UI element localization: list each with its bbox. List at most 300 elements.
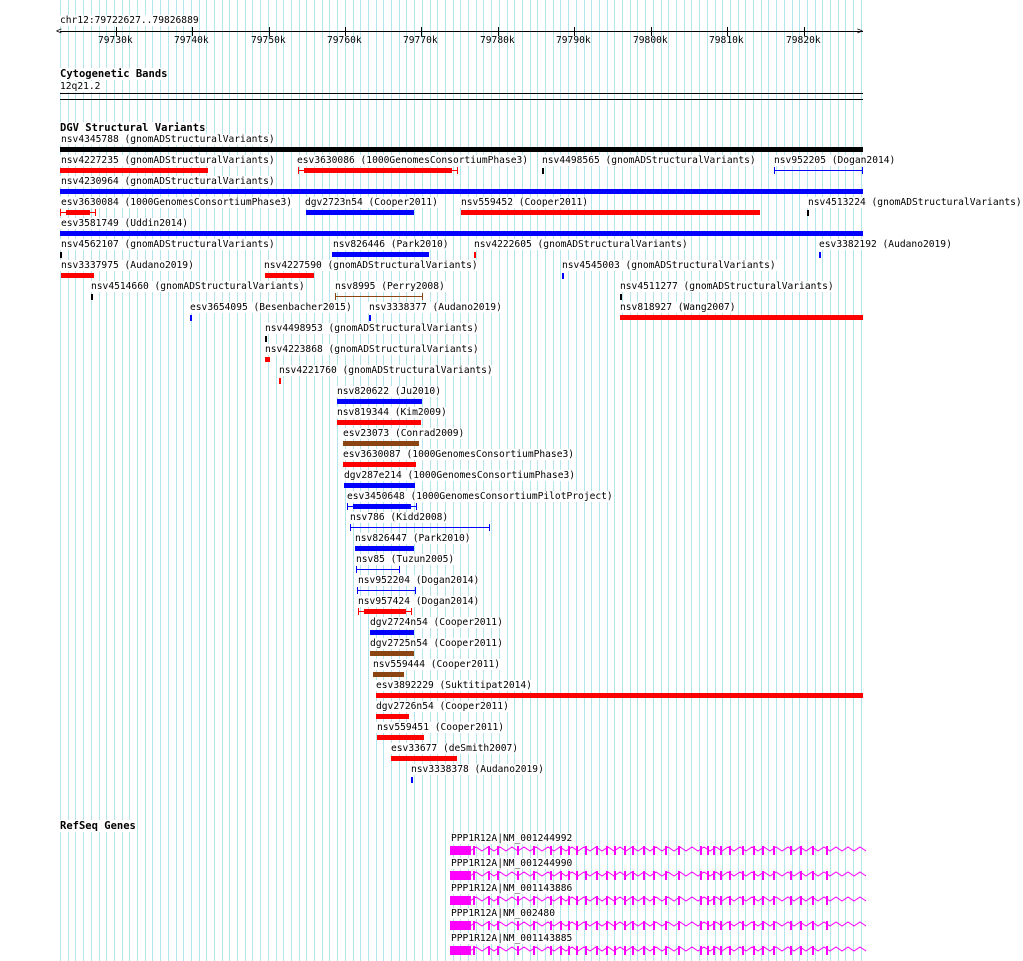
exon-block	[450, 896, 471, 905]
grid-line	[329, 0, 330, 961]
exon-block	[473, 896, 475, 905]
dgv-feature-glyph[interactable]	[337, 399, 422, 404]
exon-block	[707, 846, 709, 855]
exon-block	[550, 921, 552, 930]
dgv-feature-cap	[415, 587, 416, 594]
dgv-feature-cap	[358, 608, 359, 615]
exon-block	[826, 946, 828, 955]
ruler-tick-label: 79810k	[709, 35, 744, 46]
exon-block	[533, 896, 535, 905]
exon-block	[606, 946, 608, 955]
exon-block	[665, 871, 667, 880]
exon-block	[533, 921, 535, 930]
ruler-tick-label: 79800k	[633, 35, 668, 46]
dgv-feature-line	[350, 527, 490, 528]
exon-block	[606, 896, 608, 905]
dgv-feature-glyph[interactable]	[265, 273, 314, 278]
exon-block	[713, 946, 715, 955]
dgv-feature-glyph[interactable]	[562, 273, 564, 279]
dgv-feature-glyph[interactable]	[819, 252, 821, 258]
dgv-feature-cap	[416, 503, 417, 510]
dgv-feature-label[interactable]: esv3382192 (Audano2019)	[819, 239, 952, 250]
intron-line	[470, 922, 866, 926]
dgv-feature-label[interactable]: nsv952204 (Dogan2014)	[358, 575, 480, 586]
refseq-transcript-glyph[interactable]	[448, 844, 863, 858]
dgv-feature-label[interactable]: esv3630086 (1000GenomesConsortiumPhase3)	[297, 155, 529, 166]
dgv-feature-glyph[interactable]	[356, 567, 400, 572]
exon-block	[678, 896, 680, 905]
dgv-feature-glyph[interactable]	[337, 420, 421, 425]
exon-block	[468, 921, 470, 930]
dgv-feature-label[interactable]: dgv2724n54 (Cooper2011)	[370, 617, 503, 628]
dgv-feature-glyph[interactable]	[370, 630, 414, 635]
exon-block	[729, 846, 731, 855]
exon-block	[450, 871, 471, 880]
dgv-feature-line	[335, 296, 423, 297]
exon-block	[473, 946, 475, 955]
dgv-feature-block	[353, 504, 411, 509]
dgv-feature-cap	[298, 167, 299, 174]
intron-line	[470, 947, 866, 951]
exon-block	[753, 896, 755, 905]
exon-block	[707, 921, 709, 930]
dgv-feature-glyph[interactable]	[370, 651, 414, 656]
grid-line	[684, 0, 685, 961]
dgv-feature-glyph[interactable]	[60, 189, 863, 194]
exon-block	[517, 896, 519, 905]
dgv-feature-label[interactable]: esv3630087 (1000GenomesConsortiumPhase3)	[343, 449, 575, 460]
dgv-feature-cap	[95, 209, 96, 216]
dgv-feature-cap	[335, 293, 336, 300]
exon-block	[713, 896, 715, 905]
exon-block	[576, 846, 578, 855]
ruler-tick-label: 79780k	[480, 35, 515, 46]
dgv-feature-label[interactable]: esv23073 (Conrad2009)	[343, 428, 465, 439]
exon-block	[488, 871, 490, 880]
exon-block	[614, 921, 616, 930]
exon-block	[550, 871, 552, 880]
grid-line	[838, 0, 839, 961]
dgv-feature-label[interactable]: nsv818927 (Wang2007)	[620, 302, 736, 313]
dgv-feature-glyph[interactable]	[411, 777, 413, 783]
dgv-feature-glyph[interactable]	[265, 336, 267, 342]
grid-line	[668, 0, 669, 961]
dgv-feature-glyph[interactable]	[60, 168, 208, 173]
dgv-feature-glyph[interactable]	[376, 693, 863, 698]
exon-block	[624, 921, 626, 930]
ruler-tick-label: 79820k	[786, 35, 821, 46]
refseq-transcript-label[interactable]: PPP1R12A|NM_001143885	[451, 933, 573, 944]
dgv-feature-label[interactable]: nsv4498953 (gnomADStructuralVariants)	[265, 323, 479, 334]
exon-block	[488, 946, 490, 955]
dgv-feature-label[interactable]: nsv786 (Kidd2008)	[350, 512, 449, 523]
grid-line	[822, 0, 823, 961]
exon-block	[568, 946, 570, 955]
refseq-transcript-label[interactable]: PPP1R12A|NM_001244992	[451, 833, 573, 844]
exon-block	[729, 946, 731, 955]
dgv-feature-label[interactable]: nsv4513224 (gnomADStructuralVariants)	[808, 197, 1022, 208]
exon-block	[790, 946, 792, 955]
dgv-feature-label[interactable]: nsv3337975 (Audano2019)	[61, 260, 194, 271]
exon-block	[550, 846, 552, 855]
exon-block	[450, 921, 471, 930]
exon-block	[729, 921, 731, 930]
grid-line	[715, 0, 716, 961]
grid-line	[322, 0, 323, 961]
exon-block	[576, 896, 578, 905]
dgv-feature-glyph[interactable]	[620, 294, 622, 300]
exon-block	[790, 921, 792, 930]
dgv-feature-glyph[interactable]	[620, 315, 863, 320]
exon-block	[729, 896, 731, 905]
grid-line	[761, 0, 762, 961]
grid-line	[622, 0, 623, 961]
exon-block	[700, 896, 702, 905]
grid-line	[861, 0, 862, 961]
ruler-tick-label: 79790k	[556, 35, 591, 46]
exon-block	[773, 846, 775, 855]
dgv-feature-label[interactable]: esv3892229 (Suktitipat2014)	[376, 680, 532, 691]
exon-block	[653, 896, 655, 905]
exon-block	[585, 896, 587, 905]
ruler-axis	[60, 31, 863, 32]
dgv-feature-label[interactable]: nsv559452 (Cooper2011)	[461, 197, 589, 208]
exon-block	[753, 946, 755, 955]
grid-line	[815, 0, 816, 961]
dgv-feature-label[interactable]: nsv826446 (Park2010)	[333, 239, 449, 250]
exon-block	[812, 871, 814, 880]
dgv-feature-cap	[489, 524, 490, 531]
exon-block	[665, 921, 667, 930]
dgv-feature-glyph[interactable]	[60, 210, 96, 215]
refseq-transcript-glyph[interactable]	[448, 894, 863, 908]
dgv-feature-label[interactable]: esv33677 (deSmith2007)	[391, 743, 519, 754]
dgv-feature-label[interactable]: esv3630084 (1000GenomesConsortiumPhase3)	[61, 197, 293, 208]
dgv-feature-glyph[interactable]	[355, 546, 414, 551]
exon-block	[517, 946, 519, 955]
exon-block	[720, 896, 722, 905]
exon-block	[678, 946, 680, 955]
dgv-feature-label[interactable]: nsv3338378 (Audano2019)	[411, 764, 544, 775]
exon-block	[812, 921, 814, 930]
dgv-feature-glyph[interactable]	[61, 273, 94, 278]
exon-block	[468, 946, 470, 955]
exon-block	[585, 921, 587, 930]
exon-block	[742, 846, 744, 855]
cytoband-line-bottom	[60, 99, 863, 100]
dgv-feature-label[interactable]: nsv559444 (Cooper2011)	[373, 659, 501, 670]
dgv-feature-glyph[interactable]	[461, 210, 760, 215]
exon-block	[632, 846, 634, 855]
exon-block	[643, 896, 645, 905]
exon-block	[550, 946, 552, 955]
dgv-feature-glyph[interactable]	[369, 315, 371, 321]
refseq-transcript-glyph[interactable]	[448, 919, 863, 933]
dgv-feature-label[interactable]: nsv4230964 (gnomADStructuralVariants)	[61, 176, 275, 187]
dgv-feature-label[interactable]: dgv287e214 (1000GenomesConsortiumPhase3)	[344, 470, 576, 481]
exon-block	[517, 846, 519, 855]
exon-block	[742, 896, 744, 905]
dgv-feature-cap	[862, 167, 863, 174]
exon-block	[468, 896, 470, 905]
exon-block	[800, 871, 802, 880]
grid-line	[799, 0, 800, 961]
dgv-feature-label[interactable]: nsv8995 (Perry2008)	[335, 281, 445, 292]
refseq-transcript-label[interactable]: PPP1R12A|NM_001143886	[451, 883, 573, 894]
dgv-feature-glyph[interactable]	[332, 252, 429, 257]
dgv-feature-glyph[interactable]	[774, 168, 863, 173]
dgv-feature-glyph[interactable]	[343, 462, 416, 467]
exon-block	[678, 921, 680, 930]
dgv-feature-glyph[interactable]	[60, 252, 62, 258]
exon-block	[606, 846, 608, 855]
refseq-transcript-label[interactable]: PPP1R12A|NM_002480	[451, 908, 555, 919]
dgv-feature-block	[364, 609, 406, 614]
exon-block	[488, 846, 490, 855]
dgv-feature-glyph[interactable]	[373, 672, 404, 677]
exon-block	[729, 871, 731, 880]
exon-block	[773, 896, 775, 905]
exon-block	[568, 871, 570, 880]
exon-block	[632, 896, 634, 905]
exon-block	[497, 921, 499, 930]
dgv-feature-label[interactable]: nsv4545003 (gnomADStructuralVariants)	[562, 260, 776, 271]
exon-block	[707, 871, 709, 880]
exon-block	[826, 871, 828, 880]
grid-line	[722, 0, 723, 961]
dgv-feature-label[interactable]: nsv3338377 (Audano2019)	[369, 302, 502, 313]
dgv-feature-label[interactable]: nsv957424 (Dogan2014)	[358, 596, 480, 607]
grid-line	[738, 0, 739, 961]
exon-block	[576, 921, 578, 930]
exon-block	[585, 871, 587, 880]
dgv-feature-label[interactable]: nsv4511277 (gnomADStructuralVariants)	[620, 281, 834, 292]
dgv-feature-label[interactable]: nsv4514660 (gnomADStructuralVariants)	[91, 281, 305, 292]
exon-block	[800, 846, 802, 855]
dgv-feature-glyph[interactable]	[279, 378, 281, 384]
exon-block	[665, 896, 667, 905]
cytoband-line-top	[60, 93, 863, 94]
dgv-feature-label[interactable]: nsv4498565 (gnomADStructuralVariants)	[542, 155, 756, 166]
dgv-feature-glyph[interactable]	[344, 483, 415, 488]
dgv-feature-label[interactable]: nsv4562107 (gnomADStructuralVariants)	[61, 239, 275, 250]
exon-block	[812, 896, 814, 905]
dgv-feature-cap	[347, 503, 348, 510]
exon-block	[753, 921, 755, 930]
exon-block	[497, 896, 499, 905]
dgv-feature-glyph[interactable]	[343, 441, 419, 446]
exon-block	[624, 846, 626, 855]
exon-block	[614, 896, 616, 905]
dgv-feature-label[interactable]: nsv4222605 (gnomADStructuralVariants)	[474, 239, 688, 250]
dgv-feature-glyph[interactable]	[377, 735, 424, 740]
grid-line	[676, 0, 677, 961]
exon-block	[665, 846, 667, 855]
exon-block	[450, 946, 471, 955]
dgv-feature-label[interactable]: nsv820622 (Ju2010)	[337, 386, 441, 397]
dgv-feature-label[interactable]: nsv4223868 (gnomADStructuralVariants)	[265, 344, 479, 355]
dgv-feature-glyph[interactable]	[306, 210, 414, 215]
exon-block	[678, 846, 680, 855]
dgv-feature-label[interactable]: nsv4227235 (gnomADStructuralVariants)	[61, 155, 275, 166]
dgv-feature-cap	[399, 566, 400, 573]
dgv-feature-label[interactable]: nsv559451 (Cooper2011)	[377, 722, 505, 733]
exon-block	[812, 846, 814, 855]
exon-block	[773, 946, 775, 955]
grid-line	[576, 0, 577, 961]
dgv-feature-glyph[interactable]	[347, 504, 417, 509]
refseq-transcript-glyph[interactable]	[448, 944, 863, 958]
refseq-transcript-label[interactable]: PPP1R12A|NM_001244990	[451, 858, 573, 869]
grid-line	[291, 0, 292, 961]
dgv-feature-label[interactable]: nsv826447 (Park2010)	[355, 533, 471, 544]
exon-block	[643, 921, 645, 930]
exon-block	[468, 871, 470, 880]
exon-block	[596, 896, 598, 905]
dgv-feature-glyph[interactable]	[91, 294, 93, 300]
ruler-tick-label: 79730k	[98, 35, 133, 46]
ruler-tick-label: 79740k	[174, 35, 209, 46]
dgv-feature-cap	[350, 524, 351, 531]
exon-block	[624, 946, 626, 955]
dgv-title: DGV Structural Variants	[60, 122, 206, 134]
exon-block	[790, 846, 792, 855]
dgv-feature-glyph[interactable]	[357, 588, 416, 593]
dgv-feature-glyph[interactable]	[190, 315, 192, 321]
dgv-feature-label[interactable]: dgv2726n54 (Cooper2011)	[376, 701, 509, 712]
exon-block	[653, 921, 655, 930]
exon-block	[653, 846, 655, 855]
dgv-feature-cap	[457, 167, 458, 174]
exon-block	[713, 846, 715, 855]
ruler-tick-label: 79750k	[251, 35, 286, 46]
grid-line	[630, 0, 631, 961]
exon-block	[488, 921, 490, 930]
dgv-feature-line	[356, 569, 400, 570]
exon-block	[560, 896, 562, 905]
dgv-feature-label[interactable]: nsv819344 (Kim2009)	[337, 407, 447, 418]
exon-block	[742, 946, 744, 955]
grid-line	[853, 0, 854, 961]
dgv-feature-glyph[interactable]	[391, 756, 457, 761]
dgv-feature-label[interactable]: esv3654095 (Besenbacher2015)	[190, 302, 352, 313]
region-label: chr12:79722627..79826889	[60, 15, 199, 26]
dgv-feature-glyph[interactable]	[376, 714, 409, 719]
exon-block	[742, 871, 744, 880]
grid-line	[699, 0, 700, 961]
exon-block	[773, 871, 775, 880]
dgv-feature-block	[66, 210, 90, 215]
grid-line	[753, 0, 754, 961]
exon-block	[560, 921, 562, 930]
dgv-feature-label[interactable]: esv3450648 (1000GenomesConsortiumPilotProject)	[347, 491, 613, 502]
dgv-feature-label[interactable]: dgv2723n54 (Cooper2011)	[305, 197, 438, 208]
exon-block	[762, 846, 764, 855]
exon-block	[713, 871, 715, 880]
dgv-feature-label[interactable]: esv3581749 (Uddin2014)	[61, 218, 189, 229]
exon-block	[762, 871, 764, 880]
exon-block	[550, 896, 552, 905]
grid-line	[845, 0, 846, 961]
exon-block	[596, 846, 598, 855]
dgv-feature-glyph[interactable]	[335, 294, 423, 299]
exon-block	[720, 871, 722, 880]
exon-block	[762, 921, 764, 930]
exon-block	[742, 921, 744, 930]
intron-line	[470, 872, 866, 876]
ruler-tick-label: 79760k	[327, 35, 362, 46]
exon-block	[800, 921, 802, 930]
exon-block	[632, 921, 634, 930]
dgv-feature-label[interactable]: nsv4221760 (gnomADStructuralVariants)	[279, 365, 493, 376]
exon-block	[488, 896, 490, 905]
dgv-feature-glyph[interactable]	[60, 147, 863, 152]
dgv-feature-cap	[774, 167, 775, 174]
grid-line	[784, 0, 785, 961]
exon-block	[624, 896, 626, 905]
exon-block	[643, 871, 645, 880]
dgv-feature-glyph[interactable]	[807, 210, 809, 216]
exon-block	[497, 946, 499, 955]
grid-line	[276, 0, 277, 961]
exon-block	[596, 946, 598, 955]
dgv-feature-glyph[interactable]	[265, 357, 270, 362]
dgv-feature-label[interactable]: dgv2725n54 (Cooper2011)	[370, 638, 503, 649]
exon-block	[720, 846, 722, 855]
dgv-feature-label[interactable]: nsv4345788 (gnomADStructuralVariants)	[61, 134, 275, 145]
grid-line	[730, 0, 731, 961]
dgv-feature-glyph[interactable]	[542, 168, 544, 174]
exon-block	[790, 896, 792, 905]
cytoband-label: 12q21.2	[60, 81, 101, 92]
exon-block	[700, 946, 702, 955]
grid-line	[314, 0, 315, 961]
exon-block	[585, 946, 587, 955]
exon-block	[533, 871, 535, 880]
exon-block	[568, 896, 570, 905]
exon-block	[700, 871, 702, 880]
dgv-feature-cap	[60, 209, 61, 216]
exon-block	[707, 946, 709, 955]
grid-line	[792, 0, 793, 961]
exon-block	[762, 946, 764, 955]
exon-block	[800, 896, 802, 905]
refseq-transcript-glyph[interactable]	[448, 869, 863, 883]
exon-block	[533, 846, 535, 855]
dgv-feature-label[interactable]: nsv4227590 (gnomADStructuralVariants)	[264, 260, 478, 271]
dgv-feature-glyph[interactable]	[358, 609, 412, 614]
exon-block	[596, 921, 598, 930]
exon-block	[568, 921, 570, 930]
dgv-feature-glyph[interactable]	[350, 525, 490, 530]
ruler-tick-label: 79770k	[403, 35, 438, 46]
ruler-arrow-left: <	[56, 26, 62, 37]
dgv-feature-label[interactable]: nsv85 (Tuzun2005)	[356, 554, 455, 565]
grid-line	[584, 0, 585, 961]
refseq-title: RefSeq Genes	[60, 820, 136, 832]
dgv-feature-glyph[interactable]	[60, 231, 863, 236]
exon-block	[713, 921, 715, 930]
dgv-feature-cap	[411, 608, 412, 615]
dgv-feature-label[interactable]: nsv952205 (Dogan2014)	[774, 155, 896, 166]
exon-block	[568, 846, 570, 855]
dgv-feature-glyph[interactable]	[298, 168, 458, 173]
exon-block	[497, 846, 499, 855]
exon-block	[614, 846, 616, 855]
dgv-feature-cap	[357, 587, 358, 594]
dgv-feature-glyph[interactable]	[474, 252, 476, 258]
dgv-feature-cap	[356, 566, 357, 573]
